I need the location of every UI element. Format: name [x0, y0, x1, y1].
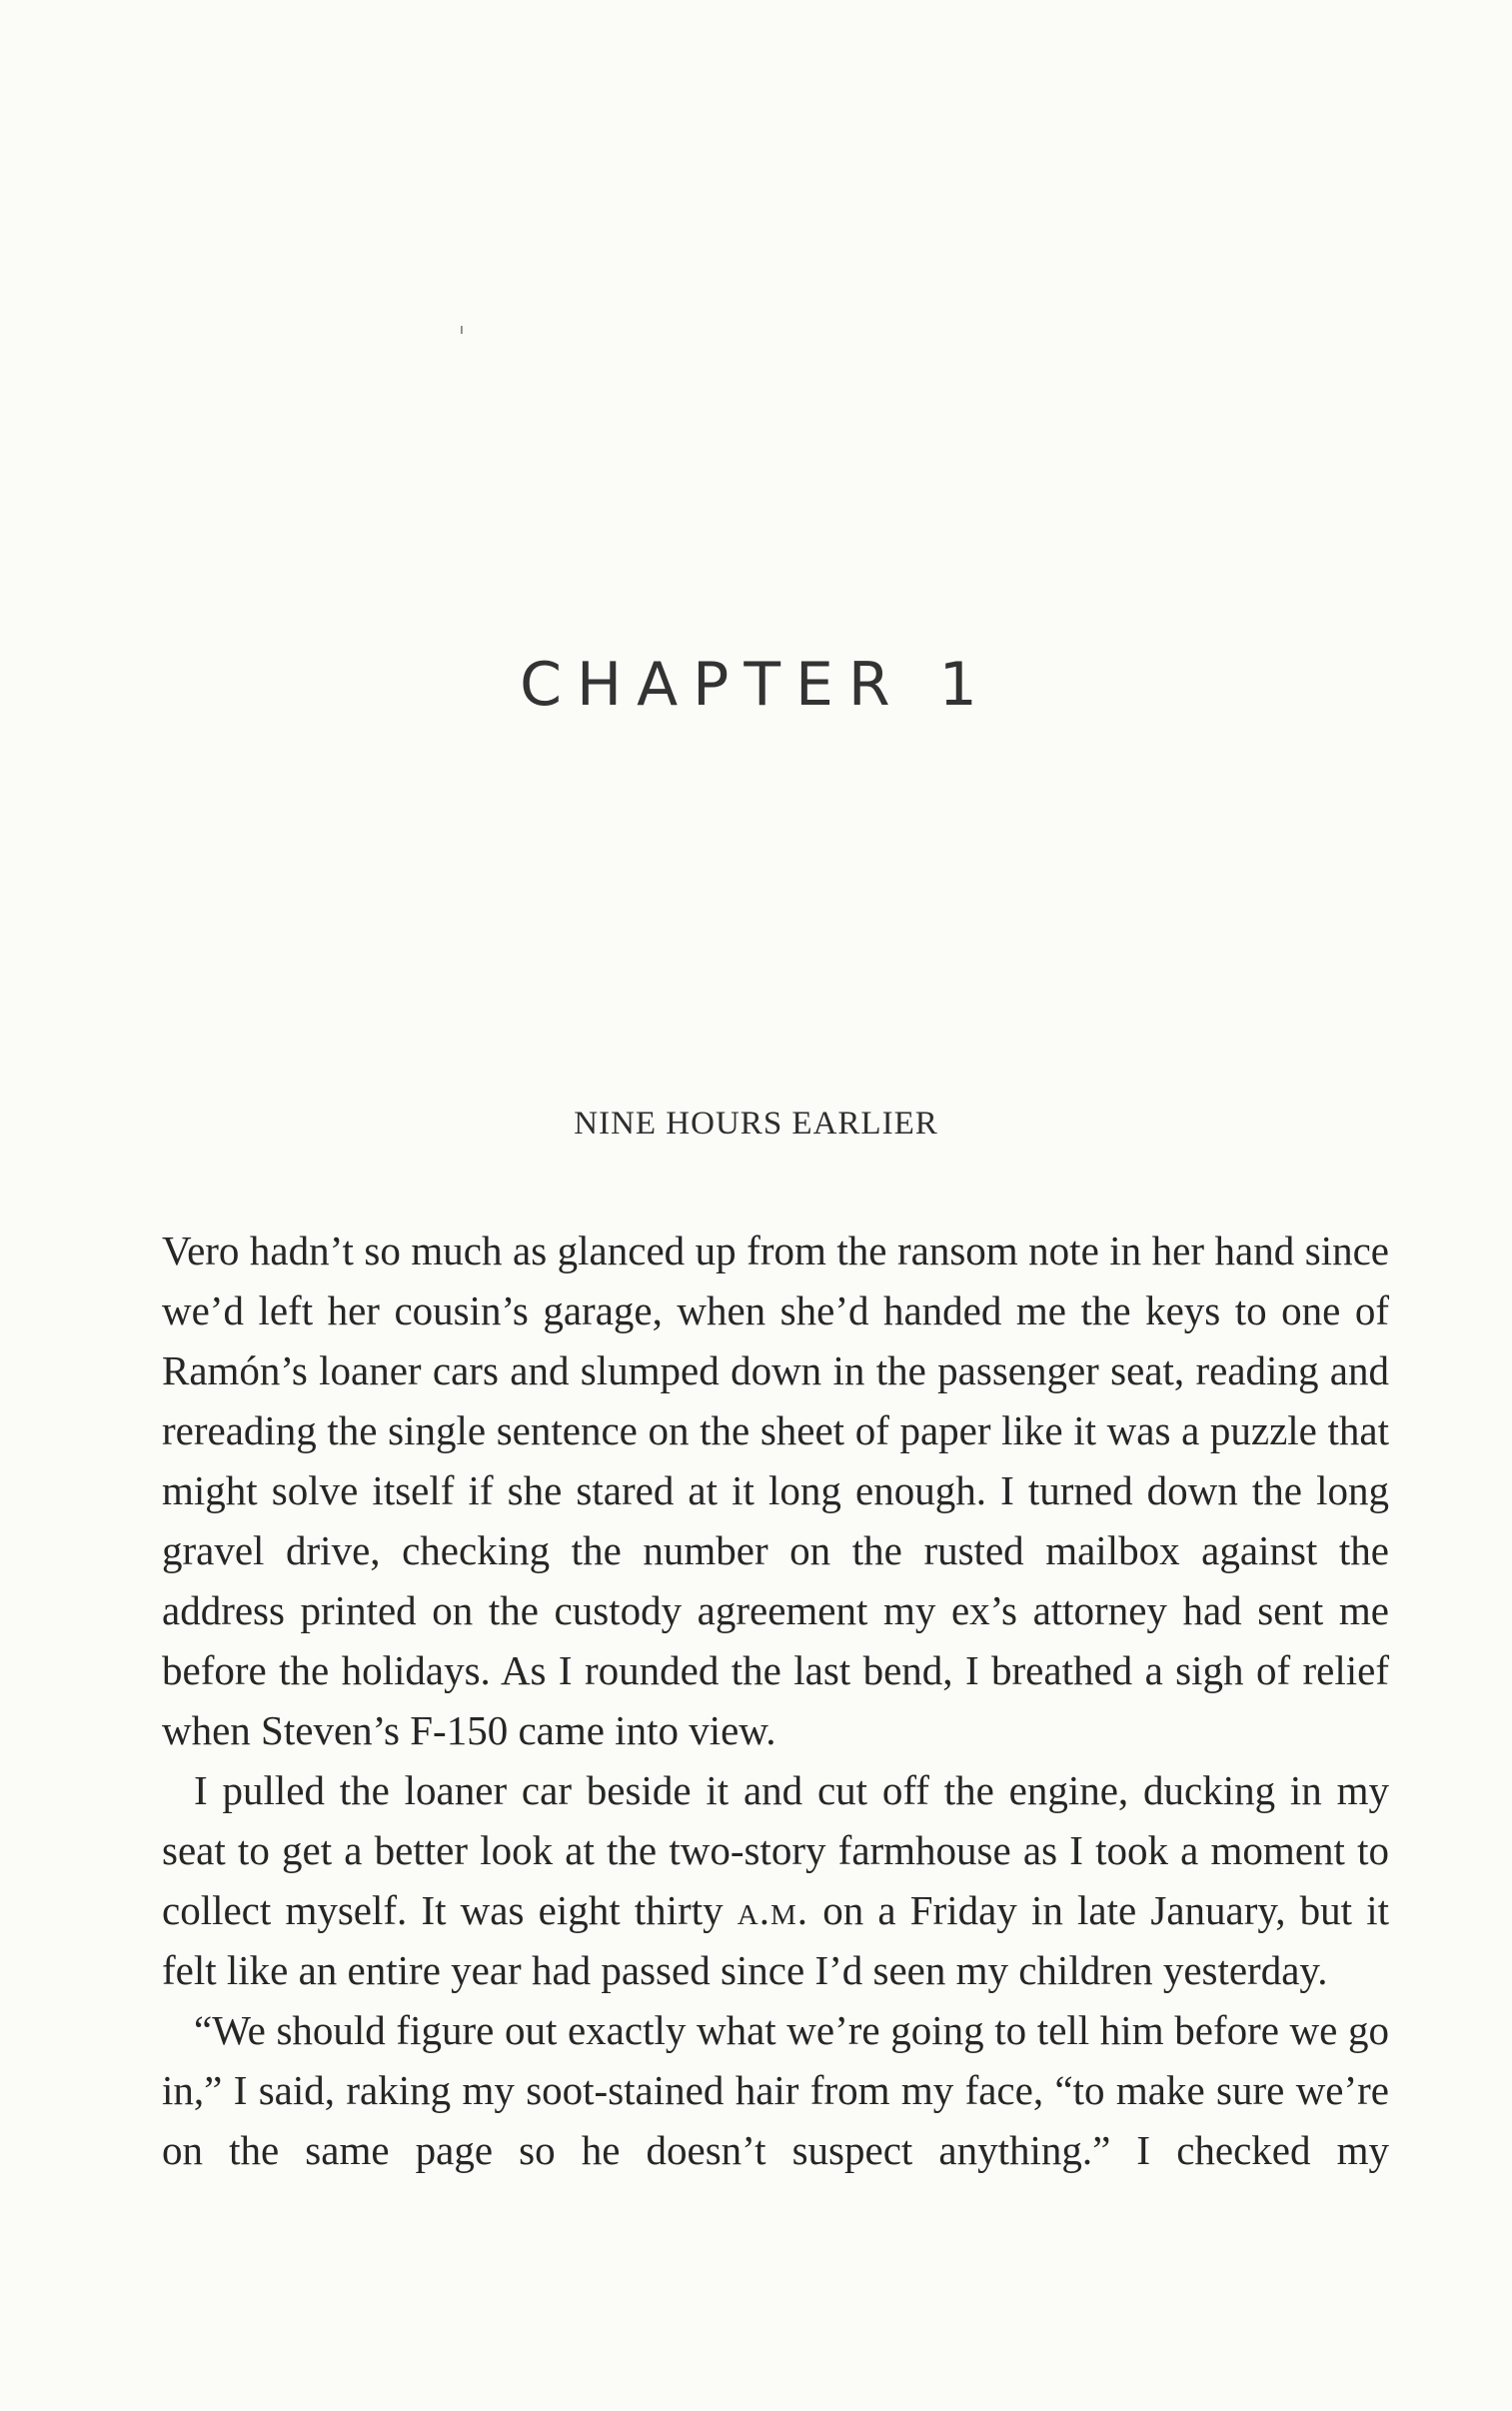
chapter-heading: CHAPTER 1 [520, 650, 992, 720]
paragraph-text: on a Friday in late January, but it felt like an entire year had passed since I’d seen my children yesterday. [162, 1887, 1390, 1993]
paragraph: Vero hadn’t so much as glanced up from the ransom note in her hand since we’d left her cousin’s garage, when she’d handed me the keys to one of Ramón’s loaner cars and slumped down in the passenger seat, reading and rereading the single sentence on the sheet of paper like it was a puzzle that might solve itself if she stared at it long enough. I turned down the long gravel drive, checking the number on the rusted mailbox against the address printed on the custody agreement my ex’s attorney had sent me before the holidays. As I rounded the last bend, I breathed a sigh of relief when Steven’s F-150 came into view. [162, 1227, 1389, 1753]
paragraph-text: I pulled the loaner car beside it and cut off the engine, ducking in my seat to get a better look at the two-story farmhouse as I took a moment to collect myself. It was eight thirty [162, 1767, 1389, 1933]
paragraph [162, 1760, 1389, 2000]
time-abbreviation: a.m. [737, 1887, 809, 1933]
paragraph: “We should figure out exactly what we’re going to tell him before we go in,” I said, raking my soot-stained hair from my face, “to make sure we’re on the same page so he doesn’t suspect anything.” I checked my [162, 2007, 1389, 2173]
page-speck: ı [460, 322, 464, 338]
body-text [162, 1220, 1389, 2180]
section-subtitle: NINE HOURS EARLIER [574, 1106, 938, 1142]
